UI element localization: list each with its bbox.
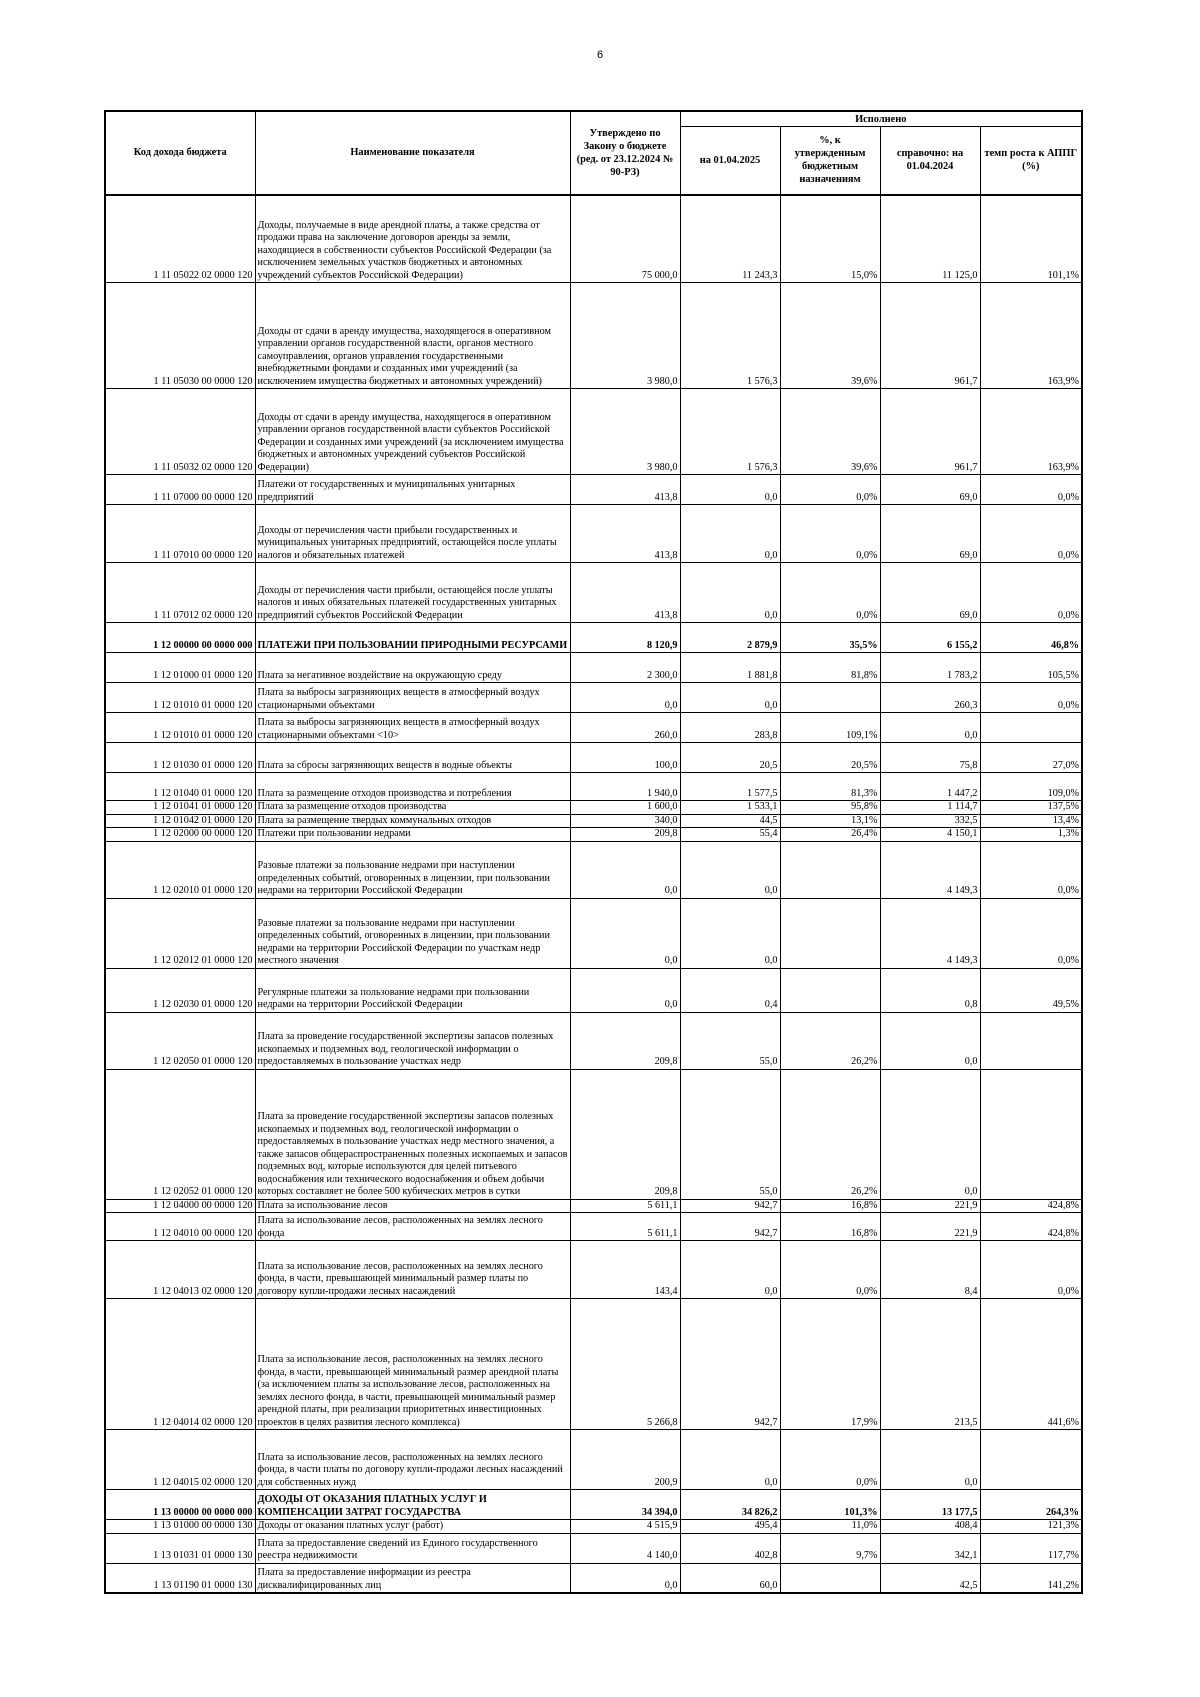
cell-name: Доходы от перечисления части прибыли государственных и муниципальных унитарных предприятий, остающейся после уплаты налогов и обязательных платежей: [255, 505, 570, 563]
table-row: [105, 1069, 1082, 1199]
table-row: [105, 1430, 1082, 1490]
table-row: [105, 1199, 1082, 1213]
cell-reference: 260,3: [880, 683, 980, 713]
cell-approved: 1 600,0: [570, 801, 680, 815]
table-row: [105, 195, 1082, 283]
cell-percent: [780, 968, 880, 1012]
cell-reference: 8,4: [880, 1241, 980, 1299]
cell-approved: 100,0: [570, 743, 680, 773]
header-percent: %, к утвержденным бюджетным назначениям: [780, 127, 880, 195]
cell-executed: 20,5: [680, 743, 780, 773]
cell-name: Плата за размещение отходов производства: [255, 801, 570, 815]
cell-executed: 283,8: [680, 713, 780, 743]
cell-name: Плата за использование лесов, расположенных на землях лесного фонда, в части платы по договору купли-продажи лесных насаждений для собственных нужд: [255, 1430, 570, 1490]
cell-growth: 163,9%: [980, 283, 1082, 389]
cell-reference: 213,5: [880, 1299, 980, 1430]
cell-growth: [980, 713, 1082, 743]
header-code: Код дохода бюджета: [105, 111, 255, 195]
cell-executed: 942,7: [680, 1299, 780, 1430]
cell-approved: 0,0: [570, 968, 680, 1012]
cell-name: Регулярные платежи за пользование недрами при пользовании недрами на территории Российской Федерации: [255, 968, 570, 1012]
cell-growth: 46,8%: [980, 623, 1082, 653]
cell-growth: 441,6%: [980, 1299, 1082, 1430]
cell-code: 1 13 01190 01 0000 130: [105, 1563, 255, 1593]
cell-code: 1 12 02000 00 0000 120: [105, 828, 255, 842]
cell-reference: 1 114,7: [880, 801, 980, 815]
table-row: [105, 1012, 1082, 1069]
cell-approved: 34 394,0: [570, 1490, 680, 1520]
table-row: [105, 841, 1082, 898]
table-row: [105, 683, 1082, 713]
cell-reference: 4 149,3: [880, 841, 980, 898]
cell-executed: 11 243,3: [680, 195, 780, 283]
table-row: [105, 713, 1082, 743]
cell-name: Плата за использование лесов, расположенных на землях лесного фонда, в части, превышающей минимальный размер арендной платы (за исключением платы за использование лесов, расположенных на землях лесного фонда, в части, превышающей минимальный размер арендной платы, при реализации приоритетных инвестиционных проектов в целях развития лесного комплекса): [255, 1299, 570, 1430]
cell-growth: 1,3%: [980, 828, 1082, 842]
cell-reference: 4 150,1: [880, 828, 980, 842]
cell-approved: 5 611,1: [570, 1213, 680, 1241]
cell-code: 1 12 02012 01 0000 120: [105, 898, 255, 968]
cell-reference: 69,0: [880, 505, 980, 563]
cell-name: Разовые платежи за пользование недрами при наступлении определенных событий, оговоренных в лицензии, при пользовании недрами на территории Российской Федерации: [255, 841, 570, 898]
cell-percent: [780, 841, 880, 898]
cell-code: 1 12 04010 00 0000 120: [105, 1213, 255, 1241]
table-row: [105, 1533, 1082, 1563]
cell-executed: 60,0: [680, 1563, 780, 1593]
cell-percent: [780, 898, 880, 968]
cell-approved: 0,0: [570, 1563, 680, 1593]
cell-percent: 0,0%: [780, 1241, 880, 1299]
cell-executed: 942,7: [680, 1213, 780, 1241]
cell-growth: 101,1%: [980, 195, 1082, 283]
cell-name: ПЛАТЕЖИ ПРИ ПОЛЬЗОВАНИИ ПРИРОДНЫМИ РЕСУРСАМИ: [255, 623, 570, 653]
cell-growth: 105,5%: [980, 653, 1082, 683]
cell-name: Плата за выбросы загрязняющих веществ в атмосферный воздух стационарными объектами <10>: [255, 713, 570, 743]
cell-code: 1 12 01040 01 0000 120: [105, 773, 255, 801]
table-row: [105, 1241, 1082, 1299]
cell-name: Плата за использование лесов: [255, 1199, 570, 1213]
cell-percent: 26,4%: [780, 828, 880, 842]
page-number: 6: [596, 49, 604, 61]
cell-name: Плата за использование лесов, расположенных на землях лесного фонда, в части, превышающей минимальный размер платы по договору купли-продажи лесных насаждений: [255, 1241, 570, 1299]
table-row: [105, 773, 1082, 801]
table-row: [105, 814, 1082, 828]
cell-executed: 1 576,3: [680, 283, 780, 389]
cell-name: Доходы от оказания платных услуг (работ): [255, 1520, 570, 1534]
table-header: [105, 111, 1082, 195]
cell-percent: 16,8%: [780, 1213, 880, 1241]
cell-percent: 81,8%: [780, 653, 880, 683]
table-row: [105, 475, 1082, 505]
cell-executed: 1 577,5: [680, 773, 780, 801]
cell-code: 1 11 05032 02 0000 120: [105, 389, 255, 475]
cell-approved: 0,0: [570, 841, 680, 898]
cell-executed: 0,0: [680, 683, 780, 713]
cell-percent: 15,0%: [780, 195, 880, 283]
cell-approved: 75 000,0: [570, 195, 680, 283]
cell-executed: 55,4: [680, 828, 780, 842]
cell-approved: 0,0: [570, 683, 680, 713]
cell-approved: 1 940,0: [570, 773, 680, 801]
cell-code: 1 12 04000 00 0000 120: [105, 1199, 255, 1213]
cell-executed: 0,0: [680, 505, 780, 563]
cell-growth: 424,8%: [980, 1199, 1082, 1213]
header-on-date: на 01.04.2025: [680, 127, 780, 195]
cell-growth: 424,8%: [980, 1213, 1082, 1241]
cell-reference: 342,1: [880, 1533, 980, 1563]
cell-code: 1 12 04014 02 0000 120: [105, 1299, 255, 1430]
cell-name: Плата за негативное воздействие на окружающую среду: [255, 653, 570, 683]
cell-name: Доходы от сдачи в аренду имущества, находящегося в оперативном управлении органов государственной власти, органов местного самоуправления, органов управления государственными внебюджетными фондами и созданных ими учреждений (за исключением имущества бюджетных и автономных учреждений): [255, 283, 570, 389]
cell-approved: 2 300,0: [570, 653, 680, 683]
cell-growth: 137,5%: [980, 801, 1082, 815]
cell-executed: 402,8: [680, 1533, 780, 1563]
cell-reference: 1 783,2: [880, 653, 980, 683]
cell-percent: 20,5%: [780, 743, 880, 773]
cell-growth: 141,2%: [980, 1563, 1082, 1593]
cell-percent: [780, 683, 880, 713]
cell-percent: 39,6%: [780, 283, 880, 389]
table-row: [105, 1490, 1082, 1520]
table-row: [105, 968, 1082, 1012]
cell-approved: 340,0: [570, 814, 680, 828]
cell-name: Разовые платежи за пользование недрами при наступлении определенных событий, оговоренных в лицензии, при пользовании недрами на территории Российской Федерации по участкам недр местного значения: [255, 898, 570, 968]
cell-name: Плата за сбросы загрязняющих веществ в водные объекты: [255, 743, 570, 773]
cell-code: 1 11 05030 00 0000 120: [105, 283, 255, 389]
cell-approved: 413,8: [570, 475, 680, 505]
cell-executed: 1 576,3: [680, 389, 780, 475]
cell-code: 1 12 04015 02 0000 120: [105, 1430, 255, 1490]
cell-name: Доходы от сдачи в аренду имущества, находящегося в оперативном управлении органов государственной власти субъектов Российской Федерации и созданных ими учреждений (за исключением имущества бюджетных и автономных учреждений субъектов Российской Федерации): [255, 389, 570, 475]
cell-code: 1 12 01041 01 0000 120: [105, 801, 255, 815]
cell-growth: 117,7%: [980, 1533, 1082, 1563]
cell-executed: 55,0: [680, 1069, 780, 1199]
header-approved: Утверждено по Закону о бюджете (ред. от 23.12.2024 № 90-РЗ): [570, 111, 680, 195]
cell-code: 1 12 01042 01 0000 120: [105, 814, 255, 828]
cell-reference: 75,8: [880, 743, 980, 773]
cell-reference: 0,8: [880, 968, 980, 1012]
budget-revenue-table: [104, 110, 1083, 1594]
cell-approved: 0,0: [570, 898, 680, 968]
cell-code: 1 12 02010 01 0000 120: [105, 841, 255, 898]
cell-executed: 0,0: [680, 475, 780, 505]
cell-executed: 55,0: [680, 1012, 780, 1069]
cell-percent: 81,3%: [780, 773, 880, 801]
cell-approved: 209,8: [570, 1012, 680, 1069]
cell-reference: 69,0: [880, 475, 980, 505]
cell-code: 1 12 01030 01 0000 120: [105, 743, 255, 773]
cell-approved: 5 266,8: [570, 1299, 680, 1430]
cell-percent: 13,1%: [780, 814, 880, 828]
cell-reference: 6 155,2: [880, 623, 980, 653]
cell-executed: 0,0: [680, 563, 780, 623]
cell-executed: 44,5: [680, 814, 780, 828]
cell-approved: 413,8: [570, 505, 680, 563]
cell-reference: 0,0: [880, 1012, 980, 1069]
header-reference: справочно: на 01.04.2024: [880, 127, 980, 195]
cell-code: 1 11 07000 00 0000 120: [105, 475, 255, 505]
cell-reference: 961,7: [880, 389, 980, 475]
cell-percent: 11,0%: [780, 1520, 880, 1534]
cell-reference: 0,0: [880, 713, 980, 743]
cell-percent: 16,8%: [780, 1199, 880, 1213]
cell-code: 1 12 01010 01 0000 120: [105, 713, 255, 743]
cell-percent: 39,6%: [780, 389, 880, 475]
cell-reference: 332,5: [880, 814, 980, 828]
cell-name: Плата за проведение государственной экспертизы запасов полезных ископаемых и подземных вод, геологической информации о предоставляемых в пользование участках недр местного значения, а также запасов общераспространенных полезных ископаемых и запасов подземных вод, которые используются для целей питьевого водоснабжения или технического водоснабжения и объем добычи которых составляет не более 500 кубических метров в сутки: [255, 1069, 570, 1199]
cell-reference: 408,4: [880, 1520, 980, 1534]
cell-name: ДОХОДЫ ОТ ОКАЗАНИЯ ПЛАТНЫХ УСЛУГ И КОМПЕНСАЦИИ ЗАТРАТ ГОСУДАРСТВА: [255, 1490, 570, 1520]
cell-approved: 4 140,0: [570, 1533, 680, 1563]
cell-code: 1 11 07012 02 0000 120: [105, 563, 255, 623]
table-body: [105, 195, 1082, 1594]
table-row: [105, 283, 1082, 389]
cell-growth: 163,9%: [980, 389, 1082, 475]
cell-executed: 34 826,2: [680, 1490, 780, 1520]
cell-percent: 101,3%: [780, 1490, 880, 1520]
cell-code: 1 11 07010 00 0000 120: [105, 505, 255, 563]
cell-growth: [980, 1012, 1082, 1069]
cell-reference: 13 177,5: [880, 1490, 980, 1520]
cell-name: Плата за использование лесов, расположенных на землях лесного фонда: [255, 1213, 570, 1241]
cell-percent: 0,0%: [780, 1430, 880, 1490]
cell-name: Плата за выбросы загрязняющих веществ в атмосферный воздух стационарными объектами: [255, 683, 570, 713]
table-row: [105, 505, 1082, 563]
cell-growth: 0,0%: [980, 683, 1082, 713]
cell-growth: 13,4%: [980, 814, 1082, 828]
cell-percent: 35,5%: [780, 623, 880, 653]
cell-percent: 0,0%: [780, 505, 880, 563]
cell-code: 1 11 05022 02 0000 120: [105, 195, 255, 283]
cell-executed: 0,0: [680, 841, 780, 898]
cell-code: 1 12 01010 01 0000 120: [105, 683, 255, 713]
cell-executed: 0,0: [680, 1430, 780, 1490]
cell-code: 1 12 00000 00 0000 000: [105, 623, 255, 653]
cell-executed: 942,7: [680, 1199, 780, 1213]
cell-approved: 200,9: [570, 1430, 680, 1490]
header-name: Наименование показателя: [255, 111, 570, 195]
table-row: [105, 653, 1082, 683]
cell-code: 1 12 01000 01 0000 120: [105, 653, 255, 683]
cell-name: Доходы от перечисления части прибыли, остающейся после уплаты налогов и иных обязательных платежей государственных унитарных предприятий субъектов Российской Федерации: [255, 563, 570, 623]
table-row: [105, 1299, 1082, 1430]
cell-code: 1 13 01031 01 0000 130: [105, 1533, 255, 1563]
cell-growth: 121,3%: [980, 1520, 1082, 1534]
header-growth: темп роста к АППГ (%): [980, 127, 1082, 195]
cell-code: 1 12 02052 01 0000 120: [105, 1069, 255, 1199]
cell-approved: 143,4: [570, 1241, 680, 1299]
cell-name: Платежи при пользовании недрами: [255, 828, 570, 842]
cell-approved: 3 980,0: [570, 389, 680, 475]
cell-name: Доходы, получаемые в виде арендной платы, а также средства от продажи права на заключение договоров аренды за земли, находящиеся в собственности субъектов Российской Федерации (за исключением земельных участков бюджетных и автономных учреждений субъектов Российской Федерации): [255, 195, 570, 283]
cell-code: 1 13 00000 00 0000 000: [105, 1490, 255, 1520]
cell-reference: 961,7: [880, 283, 980, 389]
cell-approved: 209,8: [570, 1069, 680, 1199]
cell-name: Плата за размещение отходов производства и потребления: [255, 773, 570, 801]
cell-code: 1 13 01000 00 0000 130: [105, 1520, 255, 1534]
cell-executed: 0,4: [680, 968, 780, 1012]
cell-percent: 0,0%: [780, 475, 880, 505]
cell-percent: 17,9%: [780, 1299, 880, 1430]
header-executed: Исполнено: [680, 111, 1082, 127]
cell-percent: 9,7%: [780, 1533, 880, 1563]
cell-percent: [780, 1563, 880, 1593]
cell-code: 1 12 04013 02 0000 120: [105, 1241, 255, 1299]
cell-executed: 0,0: [680, 898, 780, 968]
cell-percent: 26,2%: [780, 1012, 880, 1069]
cell-approved: 4 515,9: [570, 1520, 680, 1534]
cell-growth: [980, 1069, 1082, 1199]
table-row: [105, 743, 1082, 773]
cell-reference: 1 447,2: [880, 773, 980, 801]
cell-name: Плата за предоставление сведений из Единого государственного реестра недвижимости: [255, 1533, 570, 1563]
cell-name: Плата за предоставление информации из реестра дисквалифицированных лиц: [255, 1563, 570, 1593]
cell-percent: 0,0%: [780, 563, 880, 623]
cell-approved: 3 980,0: [570, 283, 680, 389]
cell-percent: 95,8%: [780, 801, 880, 815]
cell-name: Плата за проведение государственной экспертизы запасов полезных ископаемых и подземных вод, геологической информации о предоставляемых в пользование участках недр: [255, 1012, 570, 1069]
cell-reference: 11 125,0: [880, 195, 980, 283]
cell-approved: 8 120,9: [570, 623, 680, 653]
cell-approved: 209,8: [570, 828, 680, 842]
cell-reference: 221,9: [880, 1213, 980, 1241]
cell-growth: 264,3%: [980, 1490, 1082, 1520]
cell-growth: [980, 1430, 1082, 1490]
cell-reference: 221,9: [880, 1199, 980, 1213]
cell-growth: 0,0%: [980, 1241, 1082, 1299]
cell-code: 1 12 02030 01 0000 120: [105, 968, 255, 1012]
cell-reference: 69,0: [880, 563, 980, 623]
cell-percent: 109,1%: [780, 713, 880, 743]
cell-reference: 0,0: [880, 1430, 980, 1490]
table-row: [105, 828, 1082, 842]
cell-executed: 495,4: [680, 1520, 780, 1534]
cell-growth: 0,0%: [980, 505, 1082, 563]
cell-executed: 0,0: [680, 1241, 780, 1299]
cell-executed: 1 881,8: [680, 653, 780, 683]
cell-reference: 4 149,3: [880, 898, 980, 968]
table-row: [105, 1213, 1082, 1241]
cell-growth: 0,0%: [980, 841, 1082, 898]
table-row: [105, 623, 1082, 653]
cell-executed: 2 879,9: [680, 623, 780, 653]
table-row: [105, 801, 1082, 815]
cell-growth: 0,0%: [980, 475, 1082, 505]
cell-name: Платежи от государственных и муниципальных унитарных предприятий: [255, 475, 570, 505]
table-row: [105, 389, 1082, 475]
cell-percent: 26,2%: [780, 1069, 880, 1199]
table-row: [105, 898, 1082, 968]
cell-approved: 5 611,1: [570, 1199, 680, 1213]
table-row: [105, 563, 1082, 623]
cell-growth: 0,0%: [980, 898, 1082, 968]
cell-growth: 109,0%: [980, 773, 1082, 801]
cell-name: Плата за размещение твердых коммунальных отходов: [255, 814, 570, 828]
table-row: [105, 1520, 1082, 1534]
cell-growth: 49,5%: [980, 968, 1082, 1012]
cell-approved: 260,0: [570, 713, 680, 743]
table-row: [105, 1563, 1082, 1593]
cell-growth: 0,0%: [980, 563, 1082, 623]
cell-reference: 0,0: [880, 1069, 980, 1199]
cell-executed: 1 533,1: [680, 801, 780, 815]
cell-reference: 42,5: [880, 1563, 980, 1593]
cell-code: 1 12 02050 01 0000 120: [105, 1012, 255, 1069]
cell-approved: 413,8: [570, 563, 680, 623]
cell-growth: 27,0%: [980, 743, 1082, 773]
